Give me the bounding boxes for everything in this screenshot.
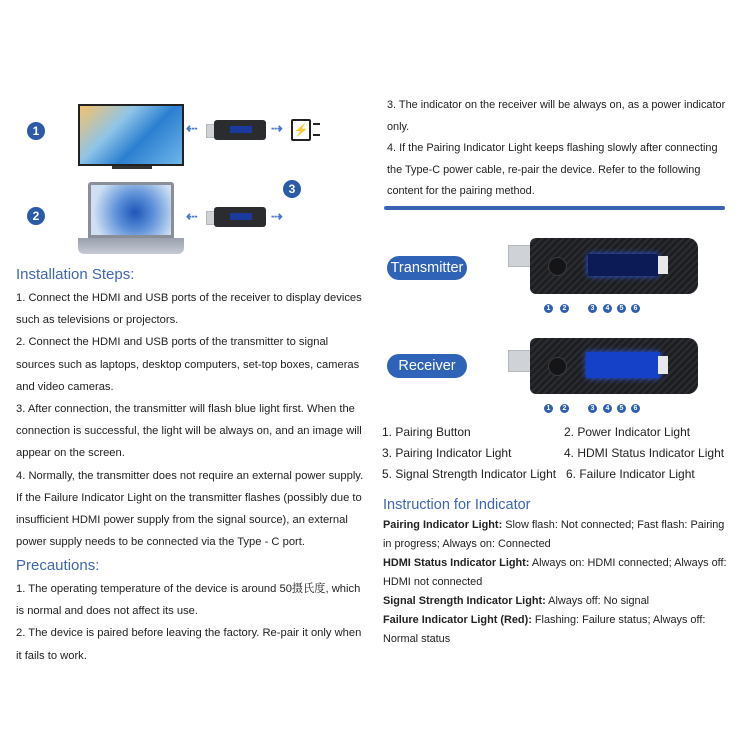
instruction-entry [383, 592, 743, 611]
callout-1: 1 [544, 404, 553, 413]
precaution-line: 2. The device is paired before leaving the factory. Re-pair it only when [16, 627, 362, 640]
entry-label: Pairing Indicator Light: [383, 519, 503, 531]
led-panel [588, 254, 658, 276]
entry-label: HDMI Status Indicator Light: [383, 557, 530, 569]
transmitter-device-image [530, 238, 698, 294]
callout-6: 6 [631, 304, 640, 313]
step-line: such as televisions or projectors. [16, 314, 179, 327]
tv-stand [112, 166, 152, 169]
legend-item-1: 1. Pairing Button [382, 425, 471, 439]
text-line: content for the pairing method. [387, 185, 535, 197]
transmitter-label: Transmitter [387, 256, 467, 280]
step-line: 1. Connect the HDMI and USB ports of the receiver to display devices [16, 292, 362, 304]
section-divider [384, 206, 725, 210]
text-line: 3. The indicator on the receiver will be always on, as a power indicator [387, 99, 726, 111]
entry-continuation: HDMI not connected [383, 576, 483, 588]
instruction-entry [383, 611, 743, 630]
plug-prong [313, 123, 320, 125]
receiver-device-image [530, 338, 698, 394]
entry-text: Slow flash: Not connected; Fast flash: Pairing [502, 519, 725, 531]
installation-steps-text [16, 287, 371, 553]
step-badge-2: 2 [27, 207, 45, 225]
instruction-entry [383, 554, 743, 573]
callout-1: 1 [544, 304, 553, 313]
led-panel [586, 352, 660, 378]
step-line: and video cameras. [16, 380, 114, 393]
callout-5: 5 [617, 404, 626, 413]
precautions-heading: Precautions: [16, 557, 100, 574]
arrow-right-icon: ⇢ [271, 120, 283, 136]
tv-image [78, 104, 184, 166]
step-badge-1: 1 [27, 122, 45, 140]
legend-item-3: 3. Pairing Indicator Light [382, 446, 512, 460]
display-logo [658, 356, 668, 374]
pairing-button-icon [548, 357, 567, 376]
entry-label: Signal Strength Indicator Light: [383, 595, 546, 607]
precaution-line: is normal and does not affect its use. [16, 605, 199, 618]
step-line: connection is successful, the light will be always on, and an image will [16, 425, 362, 438]
text-line: only. [387, 120, 410, 133]
step-line: power supply needs to be connected via the Type - C port. [16, 536, 305, 549]
installation-steps-heading: Installation Steps: [16, 266, 135, 283]
right-top-text [387, 95, 742, 203]
entry-continuation: Normal status [383, 633, 451, 645]
callout-2: 2 [560, 404, 569, 413]
callout-5: 5 [617, 304, 626, 313]
laptop-base [78, 238, 184, 254]
legend-item-4: 4. HDMI Status Indicator Light [564, 446, 725, 460]
entry-continuation: in progress; Always on: Connected [383, 538, 551, 550]
laptop-image [88, 182, 174, 238]
arrow-right-icon: ⇢ [271, 208, 283, 224]
step-line: sources such as laptops, desktop computers, set-top boxes, cameras [16, 358, 360, 371]
step-line: insufficient HDMI power supply from the signal source), an external [16, 514, 348, 527]
instruction-entry [383, 516, 743, 535]
callout-4: 4 [603, 304, 612, 313]
transmitter-dongle [214, 207, 266, 227]
callout-3: 3 [588, 304, 597, 313]
step-line: 3. After connection, the transmitter will flash blue light first. When the [16, 403, 355, 416]
receiver-dongle [214, 120, 266, 140]
legend-item-6: 6. Failure Indicator Light [566, 467, 695, 481]
entry-label: Failure Indicator Light (Red): [383, 614, 532, 626]
callout-6: 6 [631, 404, 640, 413]
arrow-left-icon: ⇠ [186, 120, 198, 136]
precaution-line: 1. The operating temperature of the device is around 50摄氏度, which [16, 583, 361, 595]
step-badge-3: 3 [283, 180, 301, 198]
callout-3: 3 [588, 404, 597, 413]
legend-item-5: 5. Signal Strength Indicator Light [382, 467, 557, 481]
legend-item-2: 2. Power Indicator Light [564, 425, 691, 439]
step-line: 4. Normally, the transmitter does not require an external power supply. [16, 469, 364, 482]
arrow-left-icon: ⇠ [186, 208, 198, 224]
instruction-heading: Instruction for Indicator [383, 497, 531, 513]
pairing-button-icon [548, 257, 567, 276]
precautions-text [16, 578, 371, 667]
text-line: 4. If the Pairing Indicator Light keeps flashing slowly after connecting [387, 142, 718, 154]
text-line: the Type-C power cable, re-pair the device. Refer to the following [387, 163, 701, 176]
callout-2: 2 [560, 304, 569, 313]
entry-text: Always off: No signal [545, 595, 650, 607]
step-line: If the Failure Indicator Light on the transmitter flashes (possibly due to [16, 491, 362, 504]
entry-text: Flashing: Failure status; Always off: [531, 614, 706, 626]
precaution-line: it fails to work. [16, 649, 87, 662]
entry-text: Always on: HDMI connected; Always off: [529, 557, 727, 569]
plug-prong [313, 134, 320, 136]
step-line: appear on the screen. [16, 447, 125, 460]
step-line: 2. Connect the HDMI and USB ports of the transmitter to signal [16, 336, 329, 349]
receiver-label: Receiver [387, 354, 467, 378]
power-adapter-icon: ⚡ [291, 119, 311, 141]
instruction-list [383, 516, 743, 649]
callout-4: 4 [603, 404, 612, 413]
display-logo [658, 256, 668, 274]
